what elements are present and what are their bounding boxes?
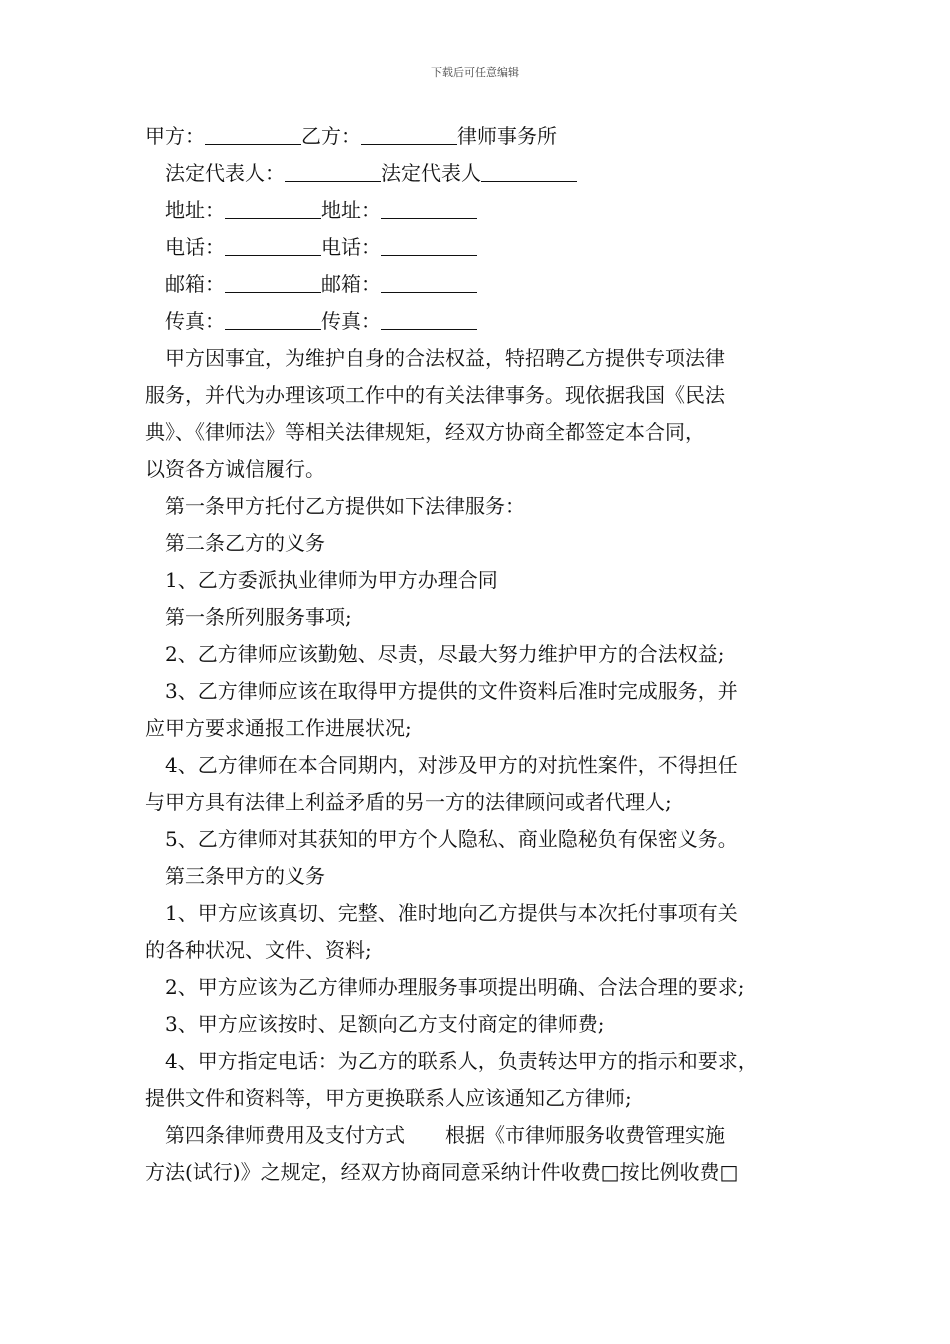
party-b-label: 乙方：	[301, 124, 361, 148]
article-1-heading: 第一条甲方托付乙方提供如下法律服务：	[165, 494, 525, 518]
body-line-1: 甲方因事宜，为维护自身的合法权益，特招聘乙方提供专项法律	[165, 346, 725, 370]
article-3-item-4-cont: 提供文件和资料等，甲方更换联系人应该通知乙方律师;	[145, 1086, 632, 1110]
fax-a-blank[interactable]	[225, 303, 321, 330]
article-3-item-1: 1、甲方应该真切、完整、准时地向乙方提供与本次托付事项有关	[165, 901, 738, 925]
article-2-heading: 第二条乙方的义务	[165, 531, 325, 555]
legal-rep-b-blank[interactable]	[481, 155, 577, 182]
article-3-item-2: 2、甲方应该为乙方律师办理服务事项提出明确、合法合理的要求;	[165, 975, 745, 999]
article-2-item-2: 2、乙方律师应该勤勉、尽责，尽最大努力维护甲方的合法权益;	[165, 642, 725, 666]
party-line-5	[145, 266, 825, 303]
legal-rep-b-label: 法定代表人	[381, 161, 481, 185]
page-header-note: 下载后可任意编辑	[431, 66, 519, 79]
article-2-item-1: 1、乙方委派执业律师为甲方办理合同	[165, 568, 498, 592]
email-a-label: 邮箱：	[165, 272, 225, 296]
fax-b-label: 传真：	[321, 309, 381, 333]
party-a-label: 甲方：	[145, 124, 205, 148]
address-a-blank[interactable]	[225, 192, 321, 219]
party-line-1	[145, 118, 825, 155]
legal-rep-a-blank[interactable]	[285, 155, 381, 182]
address-a-label: 地址：	[165, 198, 225, 222]
article-3-item-3: 3、甲方应该按时、足额向乙方支付商定的律师费;	[165, 1012, 605, 1036]
email-b-label: 邮箱：	[321, 272, 381, 296]
email-a-blank[interactable]	[225, 266, 321, 293]
party-b-blank[interactable]	[361, 118, 457, 145]
article-2-item-4: 4、乙方律师在本合同期内，对涉及甲方的对抗性案件，不得担任	[165, 753, 738, 777]
article-2-item-4-cont: 与甲方具有法律上利益矛盾的另一方的法律顾问或者代理人;	[145, 790, 672, 814]
article-2-item-3-cont: 应甲方要求通报工作进展状况;	[145, 716, 412, 740]
email-b-blank[interactable]	[381, 266, 477, 293]
fax-a-label: 传真：	[165, 309, 225, 333]
body-line-2: 服务，并代为办理该项工作中的有关法律事务。现依据我国《民法	[145, 383, 725, 407]
article-2-item-1-cont: 第一条所列服务事项;	[165, 605, 352, 629]
party-line-6	[145, 303, 825, 340]
article-3-heading: 第三条甲方的义务	[165, 864, 325, 888]
phone-a-label: 电话：	[165, 235, 225, 259]
party-a-blank[interactable]	[205, 118, 301, 145]
body-line-4: 以资各方诚信履行。	[145, 457, 325, 481]
body-line-3: 典》、《律师法》等相关法律规矩，经双方协商全都签定本合同，	[145, 420, 705, 444]
article-3-item-1-cont: 的各种状况、文件、资料;	[145, 938, 372, 962]
party-line-3	[145, 192, 825, 229]
law-firm-label: 律师事务所	[457, 124, 557, 148]
article-2-item-5: 5、乙方律师对其获知的甲方个人隐私、商业隐秘负有保密义务。	[165, 827, 738, 851]
address-b-blank[interactable]	[381, 192, 477, 219]
article-4-cont: 方法(试行)》之规定，经双方协商同意采纳计件收费□按比例收费□	[145, 1160, 739, 1184]
party-line-2	[145, 155, 825, 192]
legal-rep-a-label: 法定代表人：	[165, 161, 285, 185]
address-b-label: 地址：	[321, 198, 381, 222]
contract-body	[145, 118, 825, 1191]
article-2-item-3: 3、乙方律师应该在取得甲方提供的文件资料后准时完成服务，并	[165, 679, 738, 703]
article-3-item-4: 4、甲方指定电话：为乙方的联系人，负责转达甲方的指示和要求，	[165, 1049, 758, 1073]
party-line-4	[145, 229, 825, 266]
phone-a-blank[interactable]	[225, 229, 321, 256]
phone-b-blank[interactable]	[381, 229, 477, 256]
article-4-heading: 第四条律师费用及支付方式 根据《市律师服务收费管理实施	[165, 1123, 725, 1147]
fax-b-blank[interactable]	[381, 303, 477, 330]
phone-b-label: 电话：	[321, 235, 381, 259]
